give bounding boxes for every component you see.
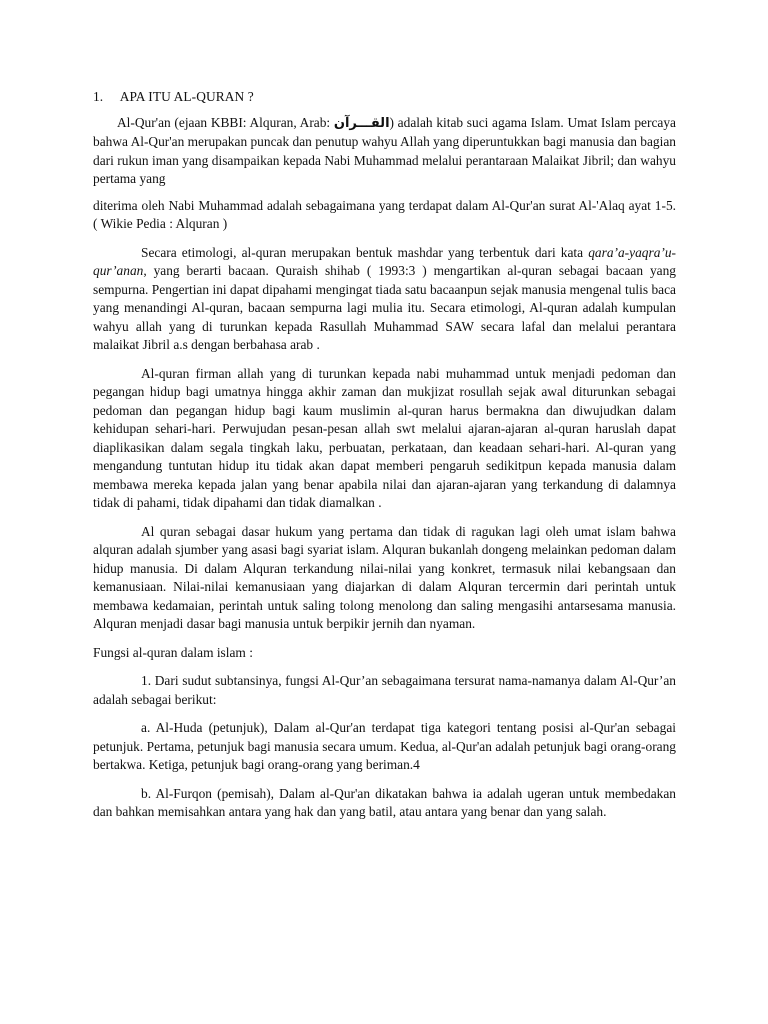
document-body xyxy=(93,88,676,832)
etimologi-text-1: Secara etimologi, al-quran merupakan bentuk mashdar yang terbentuk dari kata xyxy=(141,244,589,260)
intro-text-2: ) adalah kitab suci agama Islam. Umat Islam percaya bahwa Al-Qur'an merupakan puncak dan penutup wahyu Allah yang diperuntukkan bagi manusia dan bagian dari rukun iman yang disampaikan kepada Nabi Muhammad melalui perantaraan Malaikat Jibril; dan wahyu pertama yang xyxy=(93,114,676,186)
intro-text-1: Al-Qur'an (ejaan KBBI: Alquran, Arab: xyxy=(117,114,334,130)
etimologi-text-2: , yang berarti bacaan. Quraish shihab ( 1993:3 ) mengartikan al-quran sebagai bacaan yang sempurna. Pengertian ini dapat dipahami mengingat tiada satu bacaanpun sejak manusia mengenal tulis baca yang menandingi Al-quran, bacaan sempurna lagi mulia itu. Secara etimologi, Al-quran adalah kumpulan wahyu allah yang di turunkan kepada Rasullah Muhammad SAW secara lafal dan melalui perantara malaikat Jibril a.s dengan berbahasa arab . xyxy=(93,263,676,352)
fungsi-point-b: b. Al-Furqon (pemisah), Dalam al-Qur'an dikatakan bahwa ia adalah ugeran untuk membedakan dan bahkan memisahkan antara yang hak dan yang batil, atau antara yang benar dan yang salah. xyxy=(93,785,676,819)
fungsi-point-a: a. Al-Huda (petunjuk), Dalam al-Qur'an terdapat tiga kategori tentang posisi al-Qur'an sebagai petunjuk. Pertama, petunjuk bagi manusia secara umum. Kedua, al-Qur'an adalah petunjuk bagi orang-orang bertakwa. Ketiga, petunjuk bagi orang-orang yang beriman.4 xyxy=(93,720,676,772)
etimologi-italic-term: qara’a-yaqra’u-qur’anan xyxy=(93,244,676,278)
firman-paragraph: Al-quran firman allah yang di turunkan kepada nabi muhammad untuk menjadi pedoman dan pegangan hidup bagi umatnya hingga akhir zaman dan mukjizat rosullah sejak awal diturunkan sebagai pedoman dan pegangan hidup bagi kaum muslimin al-quran harus bermakna dan diwujudkan dalam kehidupan sehari-hari. Perwujudan pesan-pesan allah swt melalui ajaran-ajaran al-quran haruslah dapat diaplikasikan dalam segala tingkah laku, perbuatan, perkataan, dan keadaan sehari-hari. Al-quran yang mengandung tuntutan hidup itu tidak akan dapat memberi pengaruh sedikitpun kepada manusia dalam membawa mereka kepada jalan yang benar apabila nilai dan ajaran-ajaran yang terkandung di dalamnya tidak di pahami, tidak dipahami dan tidak diamalkan . xyxy=(93,365,676,510)
dasar-hukum-paragraph: Al quran sebagai dasar hukum yang pertama dan tidak di ragukan lagi oleh umat islam bahwa alquran adalah sjumber yang asasi bagi syariat islam. Alquran bukanlah dongeng melainkan pedoman dalam hidup manusia. Di dalam Alquran terkandung nilai-nilai yang konkret, termasuk nilai kebangsaan dan kemanusiaan. Nilai-nilai kemanusiaan yang diajarkan di dalam Alquran tercermin dari perintah untuk membawa kedamaian, perintah untuk saling tolong menolong dan saling mengasihi antarsesama manusia. Alquran menjadi dasar bagi manusia untuk berpikir jernih dan nyaman. xyxy=(93,523,676,631)
section-heading xyxy=(93,88,676,107)
fungsi-point-1: 1. Dari sudut subtansinya, fungsi Al-Qur’an sebagaimana tersurat nama-namanya dalam Al-Qur’an adalah sebagai berikut: xyxy=(93,673,676,707)
intro-paragraph xyxy=(93,114,676,189)
etimologi-paragraph xyxy=(93,244,676,355)
arabic-word: القـــرآن xyxy=(333,115,390,131)
intro-text-3: diterima oleh Nabi Muhammad adalah sebagaimana yang terdapat dalam Al-Qur'an surat Al-'Alaq ayat 1-5. ( Wikie Pedia : Alquran ) xyxy=(93,197,676,231)
intro-continuation xyxy=(93,197,676,234)
fungsi-heading: Fungsi al-quran dalam islam : xyxy=(93,644,253,660)
section-title: APA ITU AL-QURAN ? xyxy=(119,89,254,104)
section-number: 1. xyxy=(93,89,104,104)
